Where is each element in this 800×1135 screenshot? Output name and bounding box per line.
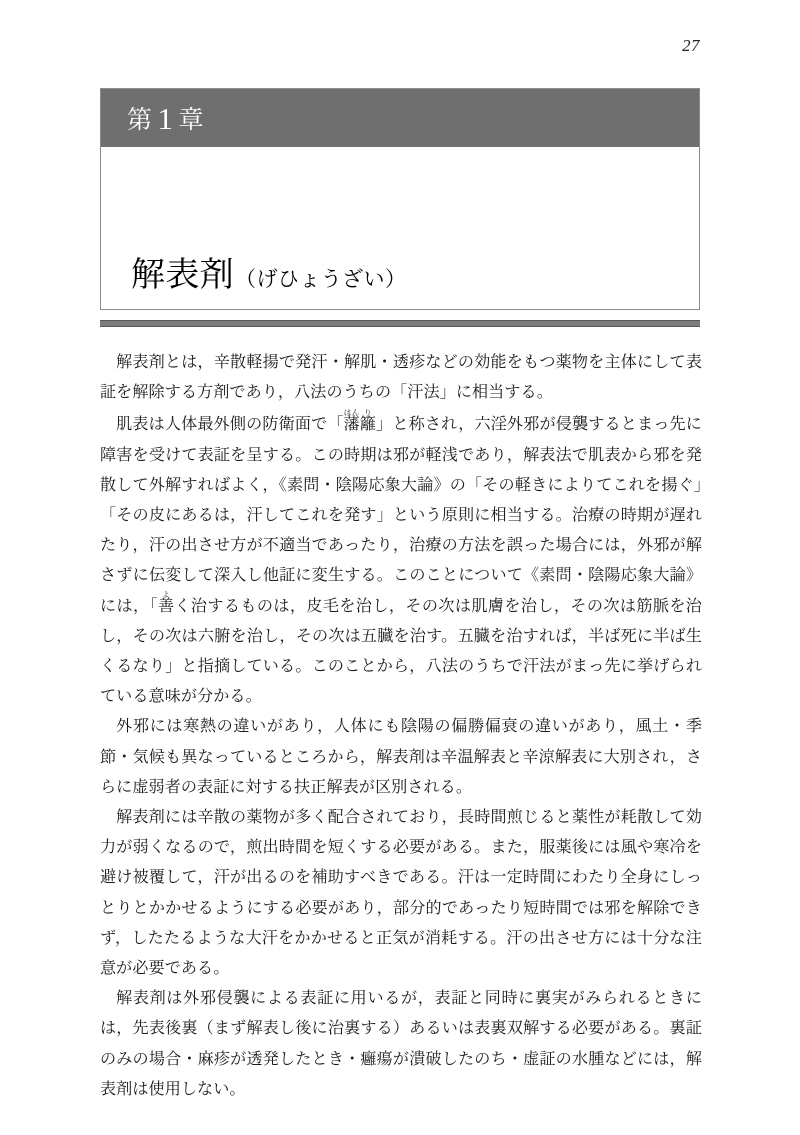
chapter-banner — [101, 89, 699, 147]
chapter-title-area — [101, 147, 699, 309]
chapter-title-kana: （げひょうざい） — [235, 267, 407, 291]
paragraph: 外邪には寒熱の違いがあり，人体にも陰陽の偏勝偏衰の違いがあり，風土・季節・気候も異なっているところから，解表剤は辛温解表と辛涼解表に大別され，さらに虚弱者の表証に対する扶正解表が区別される。 — [100, 718, 702, 796]
paragraph: 解表剤には辛散の薬物が多く配合されており，長時間煎じると薬性が耗散して効力が弱くなるので，煎出時間を短くする必要がある。また，服薬後には風や寒冷を避け被覆して，汗が出るのを補助すべきである。汗は一定時間にわたり全身にしっとりとかかせるようにする必要があり，部分的であったり短時間では邪を解除できず，したたるような大汗をかかせると正気が消耗する。汗の出させ方には十分な注意が必要である。 — [100, 809, 702, 978]
chapter-prefix: 第 — [127, 106, 154, 134]
ruby-annotation: 善よ — [157, 589, 175, 615]
paragraph: 解表剤とは，辛散軽揚で発汗・解肌・透疹などの効能をもつ薬物を主体にして表証を解除する方剤であり，八法のうちの「汗法」に相当する。 — [100, 354, 702, 402]
chapter-banner-label — [127, 100, 206, 136]
ruby-text: り — [359, 408, 377, 418]
chapter-suffix: 章 — [178, 106, 206, 134]
chapter-title: 解表剤 — [131, 257, 235, 294]
paragraph: 肌表は人体最外側の防衛面で「藩はん籬り」と称され，六淫外邪が侵襲するとまっ先に障害を受けて表証を呈する。この時期は邪が軽浅であり，解表法で肌表から邪を発散して外解すればよく，《素問・陰陽応象大論》の「その軽きによりてこれを揚ぐ」「その皮にあるは，汗してこれを発す」という原則に相当する。治療の時期が遅れたり，汗の出させ方が不適当であったり，治療の方法を誤った場合には，外邪が解さずに伝変して深入し他証に変生する。このことについて《素問・陰陽応象大論》には，「善よく治するものは，皮毛を治し，その次は肌膚を治し，その次は筋脈を治し，その次は六腑を治し，その次は五臓を治す。五臓を治すれば，半ば死に半ば生くるなり」と指摘している。このことから，八法のうちで汗法がまっ先に挙げられている意味が分かる。 — [100, 408, 702, 706]
page-number: 27 — [682, 36, 700, 55]
ruby-text: よ — [157, 589, 175, 599]
chapter-divider-rule — [100, 320, 700, 327]
ruby-annotation: 籬り — [359, 408, 377, 434]
ruby-text: はん — [343, 408, 360, 418]
chapter-title-group — [131, 259, 406, 293]
chapter-opener-box — [100, 88, 700, 310]
chapter-number: 1 — [157, 100, 175, 136]
paragraph: 解表剤は外邪侵襲による表証に用いるが，表証と同時に裏実がみられるときには，先表後裏（まず解表し後に治裏する）あるいは表裏双解する必要がある。裏証のみの場合・麻疹が透発したとき・癰瘍が潰破したのち・虚証の水腫などには，解表剤は使用しない。 — [100, 990, 702, 1098]
body-content — [100, 348, 702, 1105]
ruby-annotation: 藩はん — [343, 408, 360, 434]
